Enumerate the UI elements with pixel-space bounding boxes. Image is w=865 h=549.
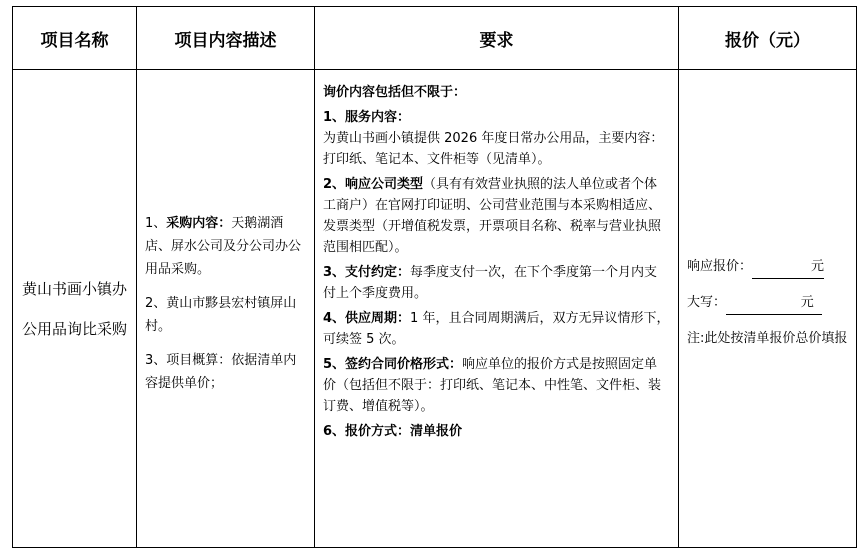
requirement-4-text: 1 年，且合同周期满后，双方无异议情形下，可续签 5 次。	[323, 311, 670, 347]
response-quote-label: 响应报价：	[687, 259, 753, 274]
requirement-5	[323, 354, 670, 417]
requirement-1	[323, 107, 670, 170]
description-item-1	[145, 212, 306, 281]
requirement-2-label: 2、响应公司类型	[323, 177, 424, 192]
table-row	[13, 70, 857, 548]
description-item-3: 3、项目概算：依据清单内容提供单价；	[145, 352, 297, 391]
quotation-table	[12, 6, 857, 548]
requirement-4-label: 4、供应周期：	[323, 311, 411, 326]
requirement-1-label: 1、服务内容：	[323, 110, 411, 125]
requirement-3-text: 每季度支付一次，在下个季度第一个月内支付上个季度费用。	[323, 265, 658, 301]
header-quote: 报价（元）	[679, 7, 857, 70]
requirement-6	[323, 421, 670, 442]
requirement-6-text: 清单报价	[410, 424, 463, 439]
requirement-1-text: 为黄山书画小镇提供 2026 年度日常办公用品，主要内容：打印纸、笔记本、文件柜等（见清单）。	[323, 131, 664, 167]
description-item-1-number: 1、	[145, 215, 167, 231]
header-row	[13, 7, 857, 70]
requirement-2-text: （具有有效营业执照的法人单位或者个体工商户）在官网打印证明、公司营业范围与本采购相适应、发票类型（开增值税发票，开票项目名称、税率与营业执照范围相匹配）。	[323, 177, 662, 255]
response-quote-unit: 元	[811, 259, 825, 274]
requirement-3	[323, 262, 670, 304]
requirement-5-text: 响应单位的报价方式是按照固定单价（包括但不限于：打印纸、笔记本、中性笔、文件柜、装订费、增值税等）。	[323, 357, 662, 414]
requirement-4	[323, 308, 670, 350]
requirements-cell	[315, 70, 679, 548]
capital-amount-label: 大写：	[687, 295, 727, 310]
capital-amount-line	[687, 291, 848, 315]
capital-amount-unit: 元	[800, 295, 814, 310]
response-quote-line	[687, 255, 848, 279]
project-description-cell	[137, 70, 315, 548]
header-project-name: 项目名称	[13, 7, 137, 70]
requirement-2	[323, 174, 670, 258]
requirement-6-label: 6、报价方式：	[323, 424, 411, 439]
header-requirements: 要求	[315, 7, 679, 70]
quote-cell	[679, 70, 857, 548]
capital-amount-field[interactable]	[726, 291, 822, 315]
response-quote-field[interactable]	[752, 255, 824, 279]
quote-note: 注:此处按清单报价总价填报	[687, 331, 848, 346]
requirement-3-label: 3、支付约定：	[323, 265, 411, 280]
description-item-1-label: 采购内容：	[166, 215, 232, 231]
requirements-intro: 询价内容包括但不限于：	[323, 85, 467, 100]
project-name-cell: 黄山书画小镇办公用品询比采购	[13, 70, 137, 548]
description-item-2: 2、黄山市黟县宏村镇屏山村。	[145, 295, 297, 334]
requirement-5-label: 5、签约合同价格形式：	[323, 357, 463, 372]
header-project-description: 项目内容描述	[137, 7, 315, 70]
description-item-1-text: 天鹅湖酒店、屏水公司及分公司办公用品采购。	[145, 215, 302, 277]
